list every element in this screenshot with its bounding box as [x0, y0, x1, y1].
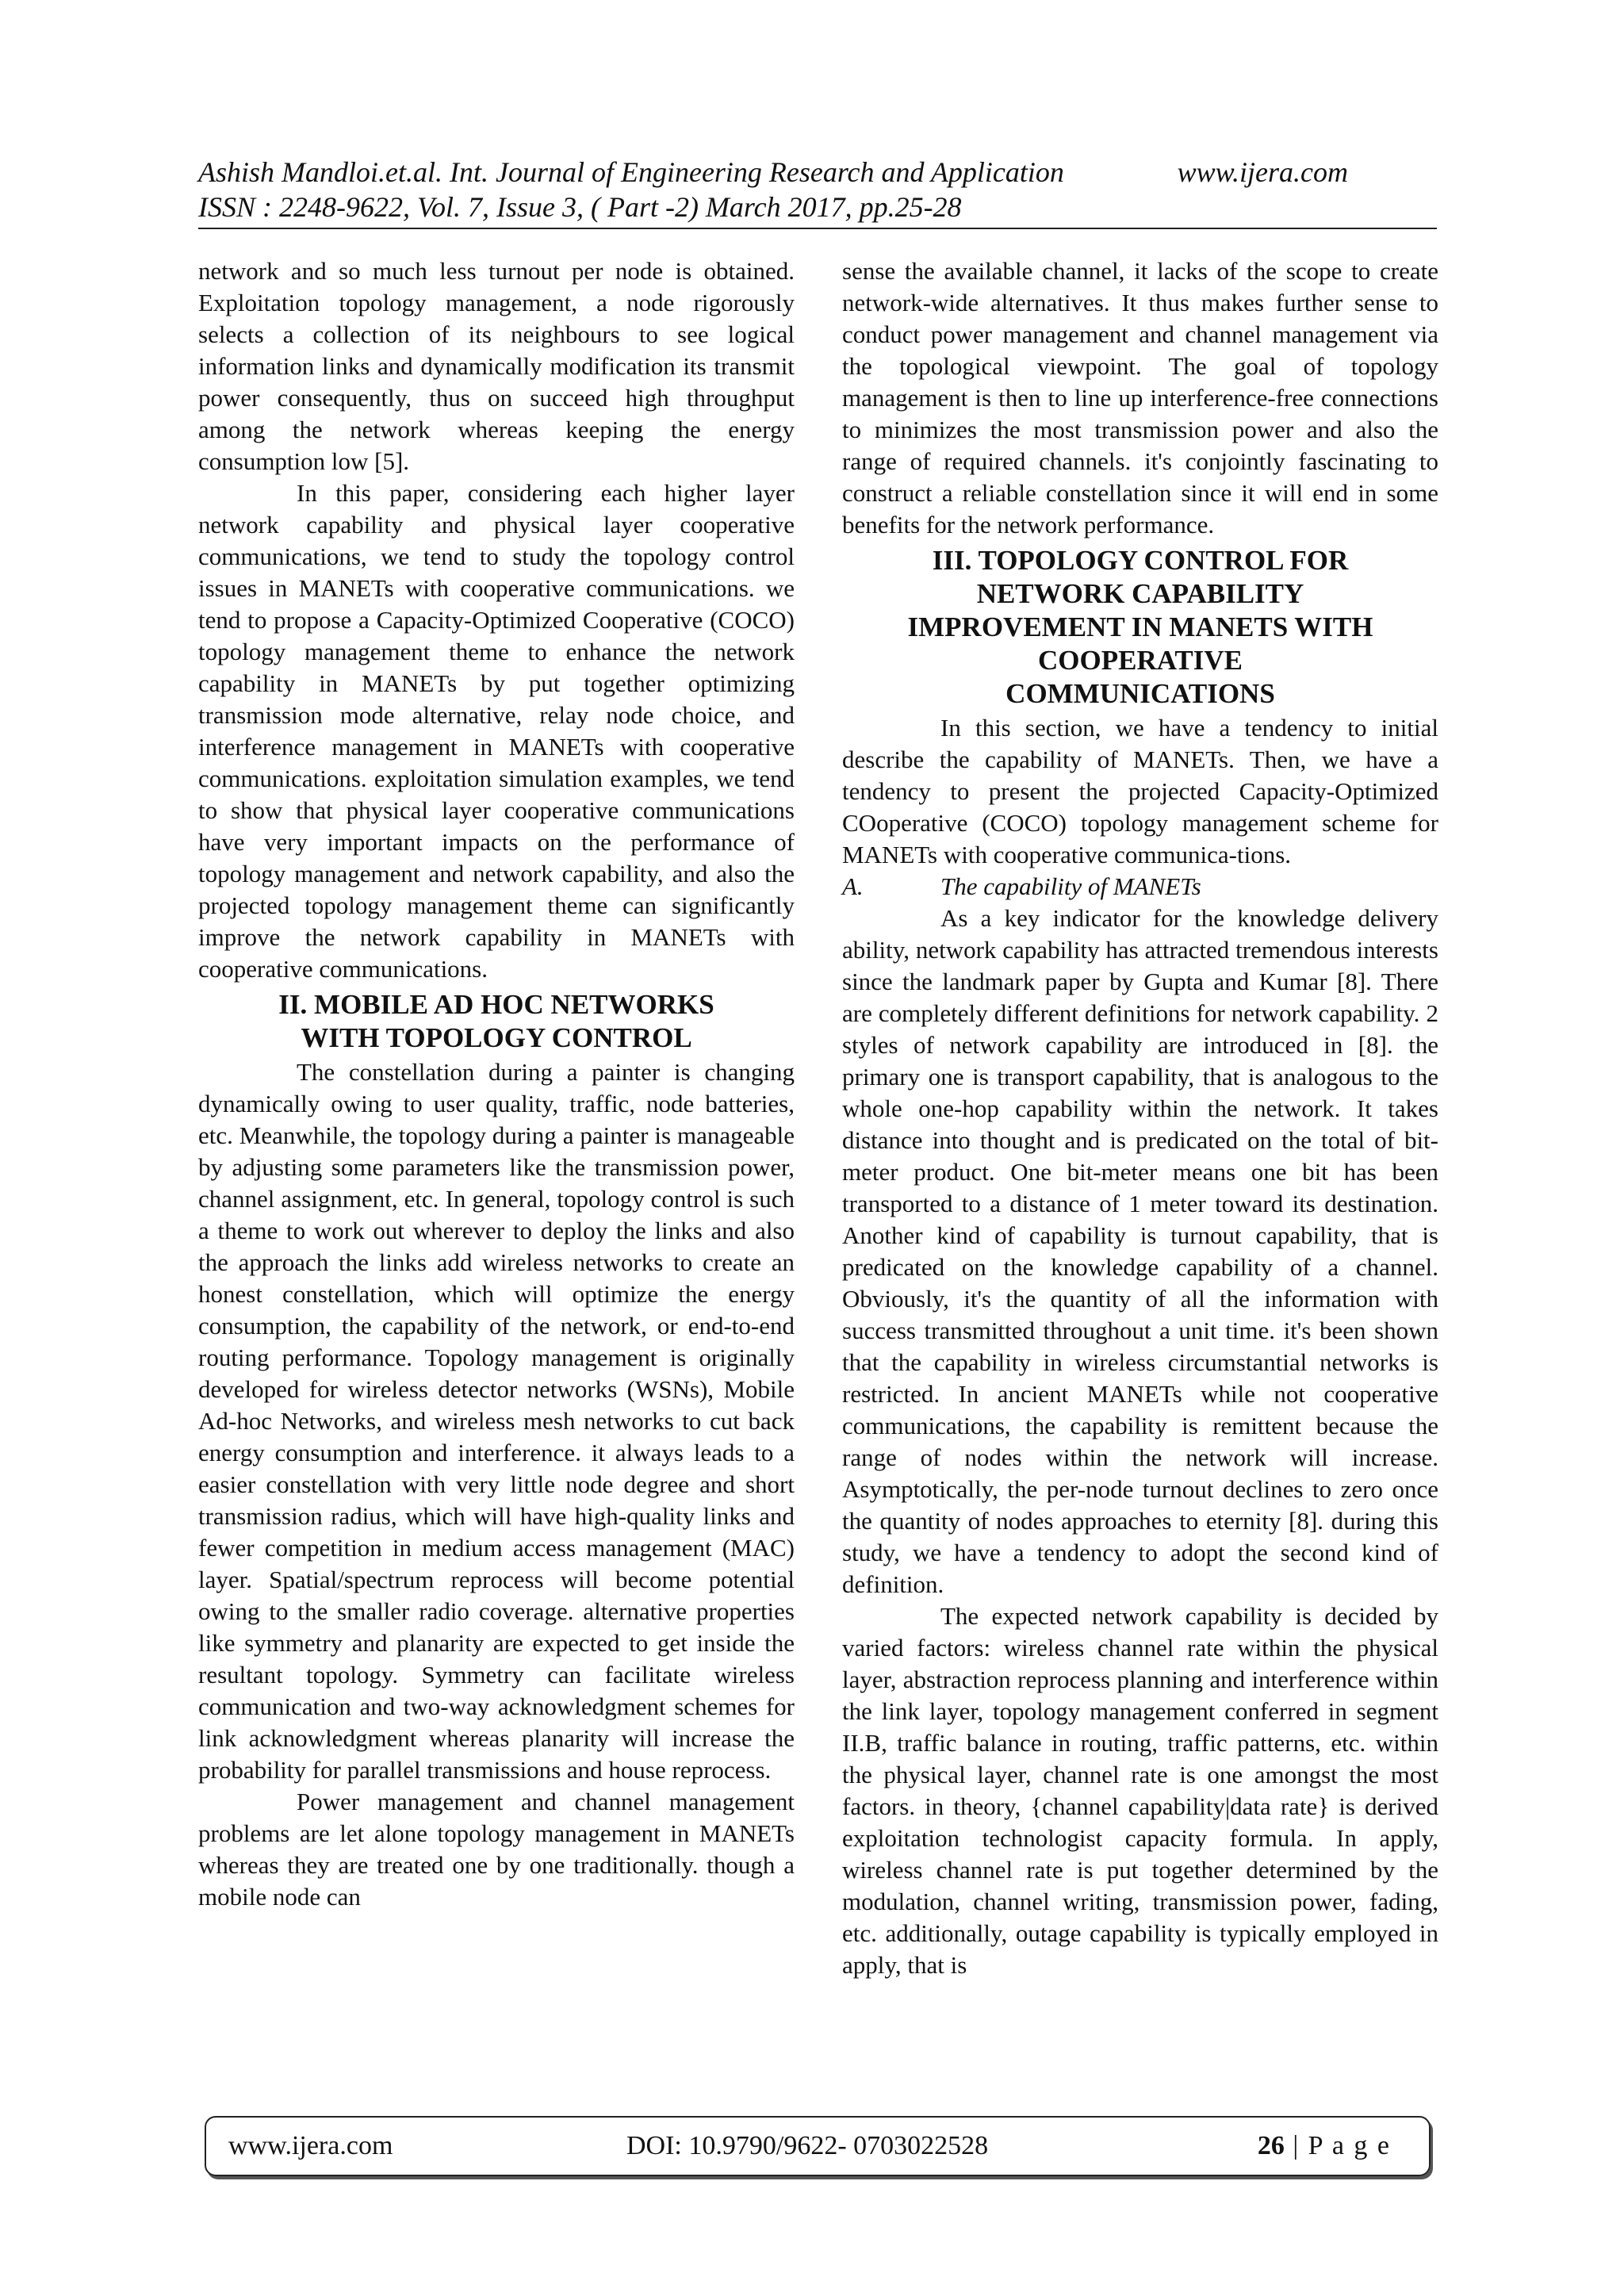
issn-line: ISSN : 2248-9622, Vol. 7, Issue 3, ( Part -2) March 2017, pp.25-28: [198, 191, 962, 223]
section-heading: [198, 988, 795, 1055]
header-divider: [198, 228, 1437, 229]
paragraph: Power management and channel management problems are let alone topology management in MANETs whereas they are treated one by one traditionally. though a mobile node can: [198, 1788, 795, 1911]
right-column: [842, 255, 1438, 1981]
subsection-letter: A.: [842, 872, 864, 900]
header-website: www.ijera.com: [1177, 156, 1348, 188]
section-heading-line: II. MOBILE AD HOC NETWORKS: [278, 989, 714, 1020]
left-column: [198, 255, 795, 1913]
section-heading-line: COOPERATIVE: [1038, 645, 1243, 676]
footer-doi: DOI: 10.9790/9622- 0703022528: [626, 2131, 989, 2160]
section-heading-line: NETWORK CAPABILITY: [976, 578, 1304, 609]
paragraph: sense the available channel, it lacks of the scope to create network-wide alternatives. It thus makes further sense to conduct power management and channel management via the topological viewpoint. The goal of topology management is then to line up interference-free connections to minimizes the most transmission power and also the range of required channels. it's conjointly fascinating to construct a reliable constellation since it will end in some benefits for the network performance.: [842, 257, 1438, 539]
running-header: [198, 155, 1435, 224]
footer-website: www.ijera.com: [228, 2131, 393, 2160]
section-heading-line: III. TOPOLOGY CONTROL FOR: [932, 545, 1349, 576]
paragraph: The expected network capability is decided by varied factors: wireless channel rate within the physical layer, abstraction reprocess planning and interference within the link layer, topology management conferred in segment II.B, traffic balance in routing, traffic patterns, etc. within the physical layer, channel rate is one amongst the most factors. in theory, {channel capability|data rate} is derived exploitation technologist capacity formula. In apply, wireless channel rate is put together determined by the modulation, channel writing, transmission power, fading, etc. additionally, outage capability is typically employed in apply, that is: [842, 1602, 1438, 1979]
paragraph: In this section, we have a tendency to initial describe the capability of MANETs. Then, we have a tendency to present the projected Capacity-Optimized COoperative (COCO) topology management scheme for MANETs with cooperative communica-tions.: [842, 714, 1438, 868]
subsection-title: The capability of MANETs: [940, 872, 1201, 900]
journal-citation: Ashish Mandloi.et.al. Int. Journal of Engineering Research and Application: [198, 156, 1064, 188]
page-label: | P a g e: [1284, 2131, 1391, 2160]
section-heading-line: WITH TOPOLOGY CONTROL: [301, 1022, 692, 1053]
paragraph: network and so much less turnout per node is obtained. Exploitation topology management, a node rigorously selects a collection of its neighbours to see logical information links and dynamically modification its transmit power consequently, thus on succeed high throughput among the network whereas keeping the energy consumption low [5].: [198, 257, 795, 475]
page-footer: [205, 2116, 1431, 2176]
subsection-heading: [842, 871, 1438, 903]
paragraph: As a key indicator for the knowledge delivery ability, network capability has attracted tremendous interests since the landmark paper by Gupta and Kumar [8]. There are completely different definitions for network capability. 2 styles of network capability are introduced in [8]. the primary one is transport capability, that is analogous to the whole one-hop capability within the network. It takes distance into thought and is predicated on the total of bit-meter product. One bit-meter means one bit has been transported to a distance of 1 meter toward its destination. Another kind of capability is turnout capability, that is predicated on the knowledge capability of a channel. Obviously, it's the quantity of all the information with success transmitted throughout a unit time. it's been shown that the capability in wireless circumstantial networks is restricted. In ancient MANETs while not cooperative communications, the capability is remittent because the range of nodes within the network will increase. Asymptotically, the per-node turnout declines to zero once the quantity of nodes approaches to eternity [8]. during this study, we have a tendency to adopt the second kind of definition.: [842, 904, 1438, 1598]
section-heading-line: COMMUNICATIONS: [1005, 678, 1275, 709]
section-heading-line: IMPROVEMENT IN MANETS WITH: [907, 611, 1373, 642]
page-number: [1258, 2131, 1391, 2161]
page-number-value: 26: [1257, 2131, 1285, 2160]
paragraph: The constellation during a painter is changing dynamically owing to user quality, traffic, node batteries, etc. Meanwhile, the topology during a painter is manageable by adjusting some parameters like the transmission power, channel assignment, etc. In general, topology control is such a theme to work out wherever to deploy the links and also the approach the links add wireless networks to create an honest constellation, which will optimize the energy consumption, the capability of the network, or end-to-end routing performance. Topology management is originally developed for wireless detector networks (WSNs), Mobile Ad-hoc Networks, and wireless mesh networks to cut back energy consumption and interference. it always leads to a easier constellation with very little node degree and short transmission radius, which will have high-quality links and fewer competition in medium access management (MAC) layer. Spatial/spectrum reprocess will become potential owing to the smaller radio coverage. alternative properties like symmetry and planarity are expected to get inside the resultant topology. Symmetry can facilitate wireless communication and two-way acknowledgment schemes for link acknowledgment whereas planarity will increase the probability for parallel transmissions and house reprocess.: [198, 1058, 795, 1784]
section-heading: [842, 544, 1438, 711]
paragraph: In this paper, considering each higher layer network capability and physical layer cooperative communications, we tend to study the topology control issues in MANETs with cooperative communications. we tend to propose a Capacity-Optimized Cooperative (COCO) topology management theme to enhance the network capability in MANETs by put together optimizing transmission mode alternative, relay node choice, and interference management in MANETs with cooperative communications. exploitation simulation examples, we tend to show that physical layer cooperative communications have very important impacts on the performance of topology management and network capability, and also the projected topology management theme can significantly improve the network capability in MANETs with cooperative communications.: [198, 479, 795, 983]
